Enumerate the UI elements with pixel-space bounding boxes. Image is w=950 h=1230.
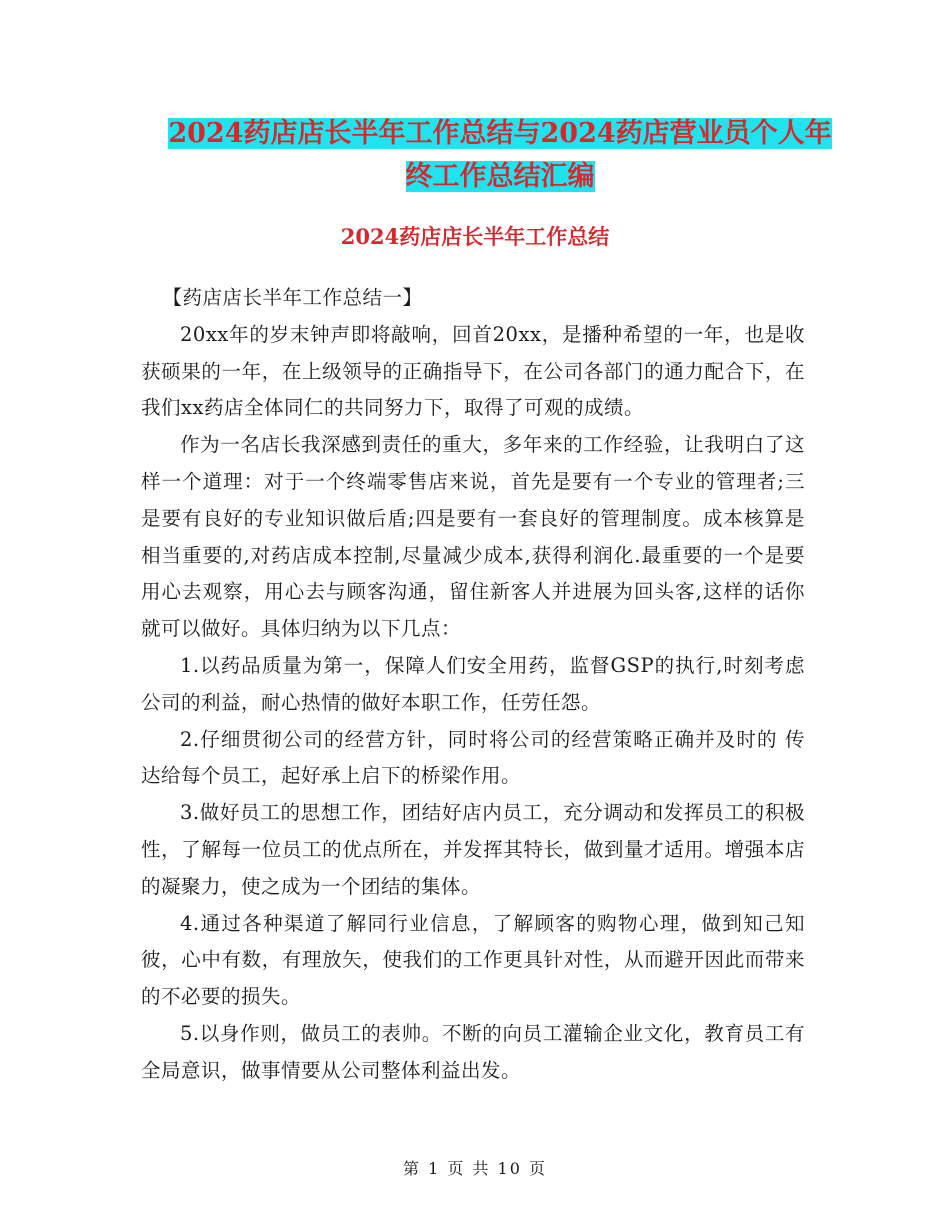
page-number-footer: 第 1 页 共 10 页 xyxy=(403,1159,547,1178)
document-body xyxy=(141,280,805,1090)
subsection-heading: 【药店店长半年工作总结一】 xyxy=(162,286,423,309)
paragraph-point-4: 4.通过各种渠道了解同行业信息，了解顾客的购物心理，做到知己知彼，心中有数，有理放矢，使我们的工作更具针对性，从而避开因此而带来的不必要的损失。 xyxy=(141,911,805,1009)
document-title-line-1: 2024药店店长半年工作总结与2024药店营业员个人年 xyxy=(168,118,832,149)
document-title-line-2: 终工作总结汇编 xyxy=(405,161,595,192)
paragraph-experience: 作为一名店长我深感到责任的重大，多年来的工作经验，让我明白了这样一个道理：对于一个终端零售店来说，首先是要有一个专业的管理者;三是要有良好的专业知识做后盾;四是要有一套良好的管理制度。成本核算是相当重要的,对药店成本控制,尽量减少成本,获得利润化.最重要的一个是要用心去观察，用心去与顾客沟通，留住新客人并进展为回头客,这样的话你就可以做好。具体归纳为以下几点： xyxy=(141,433,805,641)
paragraph-intro: 20xx年的岁末钟声即将敲响，回首20xx，是播种希望的一年，也是收获硕果的一年，在上级领导的正确指导下，在公司各部门的通力配合下，在我们xx药店全体同仁的共同努力下，取得了可观的成绩。 xyxy=(141,322,805,420)
paragraph-point-1: 1.以药品质量为第一，保障人们安全用药，监督GSP的执行,时刻考虑公司的利益，耐心热情的做好本职工作，任劳任怨。 xyxy=(141,653,805,714)
section-title: 2024药店店长半年工作总结 xyxy=(340,224,610,249)
paragraph-point-5: 5.以身作则，做员工的表帅。不断的向员工灌输企业文化，教育员工有全局意识，做事情要从公司整体利益出发。 xyxy=(141,1021,805,1082)
paragraph-point-2: 2.仔细贯彻公司的经营方针，同时将公司的经营策略正确并及时的 传达给每个员工，起好承上启下的桥梁作用。 xyxy=(141,727,805,788)
document-title xyxy=(140,112,860,198)
paragraph-point-3: 3.做好员工的思想工作，团结好店内员工，充分调动和发挥员工的积极性，了解每一位员工的优点所在，并发挥其特长，做到量才适用。增强本店的凝聚力，使之成为一个团结的集体。 xyxy=(141,801,805,898)
